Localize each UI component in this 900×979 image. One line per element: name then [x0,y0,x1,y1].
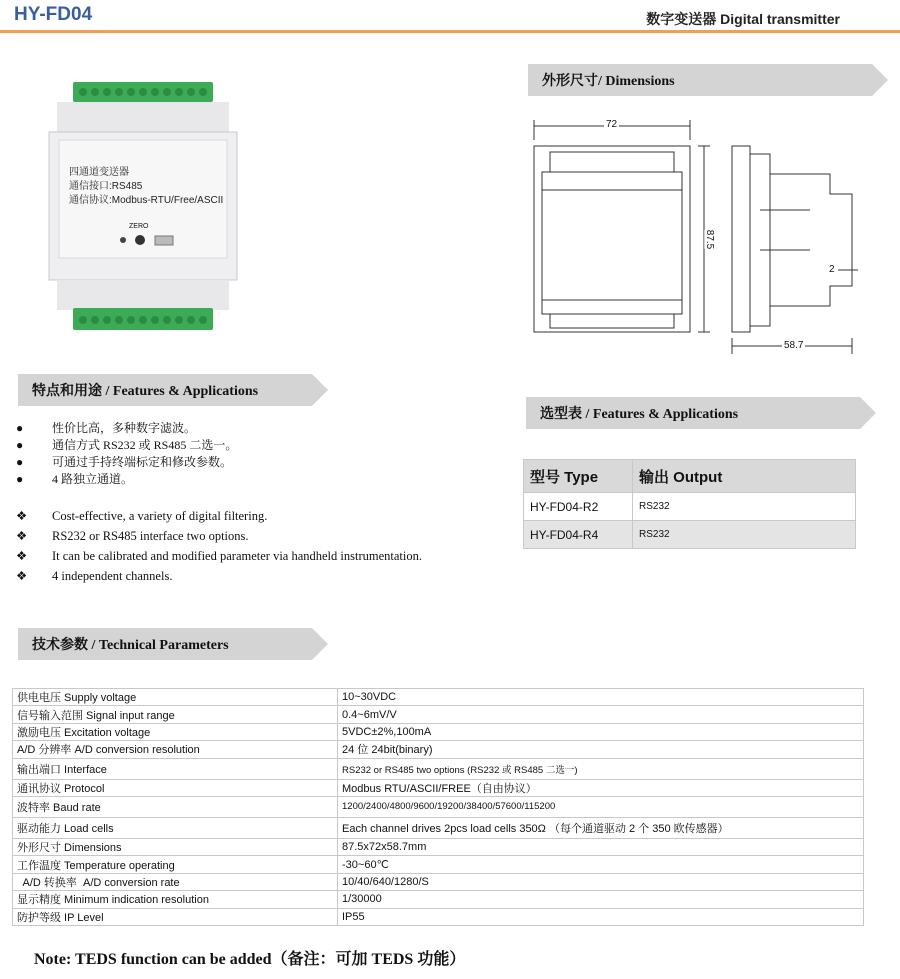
param-name: 工作温度 Temperature operating [13,856,338,873]
list-item: ❖ Cost-effective, a variety of digital filtering. [16,509,268,523]
dim-depth-label: 58.7 [784,340,804,351]
teds-note: Note: TEDS function can be added（备注：可加 TEDS 功能） [34,951,466,968]
device-label-line3: 通信协议:Modbus-RTU/Free/ASCII [69,195,224,206]
param-value: 10~30VDC [338,689,864,706]
table-row [13,856,864,873]
selection-banner [526,397,876,429]
param-value: IP55 [338,908,864,925]
table-row [13,838,864,855]
selection-banner-text: 选型表 / Features & Applications [540,407,739,422]
device-label-line1: 四通道变送器 [69,167,129,178]
list-item: ❖ 4 independent channels. [16,569,173,583]
cell-type: HY-FD04-R4 [524,521,633,549]
list-item: ❖ RS232 or RS485 interface two options. [16,529,249,543]
param-value: 0.4~6mV/V [338,706,864,723]
page-title: HY-FD04 [14,4,93,25]
table-row [13,779,864,796]
features-banner [18,374,328,406]
table-header-row [524,460,856,493]
param-value: 1200/2400/4800/9600/19200/38400/57600/115200 [338,796,864,817]
param-value: Each channel drives 2pcs load cells 350Ω （每个通道驱动 2 个 350 欧传感器） [338,817,864,838]
table-row [524,493,856,521]
features-banner-text: 特点和用途 / Features & Applications [32,384,259,399]
list-item: ❖ It can be calibrated and modified parameter via handheld instrumentation. [16,549,422,563]
zero-label: ZERO [129,223,149,230]
features-cn-list [14,420,237,488]
page-subtitle: 数字变送器 Digital transmitter [646,11,840,27]
features-en-list [14,506,422,586]
tech-table [12,688,864,926]
param-name: 防护等级 IP Level [13,908,338,925]
table-row [13,817,864,838]
param-value: 24 位 24bit(binary) [338,741,864,758]
param-name: 供电电压 Supply voltage [13,689,338,706]
list-item: ● 性价比高，多种数字滤波。 [16,421,197,435]
table-row [13,891,864,908]
dimension-drawing [520,110,880,360]
table-row [13,796,864,817]
header-type: 型号 Type [524,460,633,493]
list-item: ● 通信方式 RS232 或 RS485 二选一。 [16,438,238,452]
selection-table [523,459,856,549]
tech-banner-text: 技术参数 / Technical Parameters [32,638,229,653]
param-value: 87.5x72x58.7mm [338,838,864,855]
param-value: Modbus RTU/ASCII/FREE（自由协议） [338,779,864,796]
dim-width-label: 72 [606,119,618,130]
dimensions-banner [528,64,888,96]
table-row [13,873,864,890]
header-rule [0,30,900,33]
param-name: 通讯协议 Protocol [13,779,338,796]
list-item: ● 可通过手持终端标定和修改参数。 [16,455,233,469]
table-row [13,741,864,758]
param-value: 5VDC±2%,100mA [338,723,864,740]
table-row [13,758,864,779]
header-output: 输出 Output [633,460,856,493]
table-row [13,908,864,925]
param-name: 显示精度 Minimum indication resolution [13,891,338,908]
param-name: A/D 转换率 A/D conversion rate [13,873,338,890]
table-row [13,723,864,740]
tech-banner [18,628,328,660]
table-row [13,706,864,723]
dimensions-banner-text: 外形尺寸/ Dimensions [542,74,675,89]
table-row [13,689,864,706]
dim-small-label: 2 [829,264,835,275]
cell-output: RS232 [633,521,856,549]
param-name: 外形尺寸 Dimensions [13,838,338,855]
param-name: 激励电压 Excitation voltage [13,723,338,740]
param-name: 信号输入范围 Signal input range [13,706,338,723]
cell-output: RS232 [633,493,856,521]
param-value: RS232 or RS485 two options (RS232 或 RS485 二选一) [338,758,864,779]
param-value: 1/30000 [338,891,864,908]
param-value: 10/40/640/1280/S [338,873,864,890]
cell-type: HY-FD04-R2 [524,493,633,521]
param-name: 波特率 Baud rate [13,796,338,817]
device-label-line2: 通信接口:RS485 [69,181,143,192]
table-row [524,521,856,549]
product-photo [45,82,240,336]
param-name: 驱动能力 Load cells [13,817,338,838]
param-name: 输出端口 Interface [13,758,338,779]
list-item: ● 4 路独立通道。 [16,472,134,486]
param-value: -30~60℃ [338,856,864,873]
dim-height-label: 87.5 [704,229,716,250]
param-name: A/D 分辨率 A/D conversion resolution [13,741,338,758]
